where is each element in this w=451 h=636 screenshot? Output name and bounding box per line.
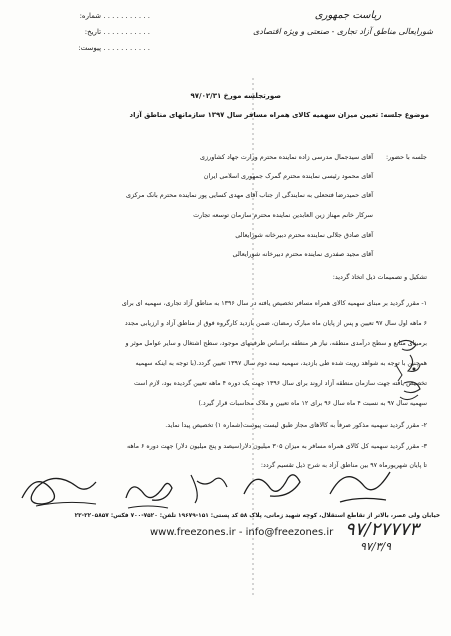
minutes-date: صورتجلسه مورخ ۹۷/۰۲/۳۱ — [190, 92, 281, 100]
signature-5 — [320, 458, 400, 513]
meta-date: . . . . . . . . . . . تاریخ: — [84, 28, 150, 36]
attendee-item: آقای سیدجمال مدرسی زاده نماینده محترم وزارت جهاد کشاورزی — [200, 153, 373, 161]
decision-line: ۱- مقرر گردید بر مبنای سهمیه کالای همراه مسافر تخصیص یافته در سال ۱۳۹۶ به مناطق آزاد تجاری، سهمیه ای برای — [121, 300, 427, 307]
footer-website: www.freezones.ir - info@freezones.ir — [150, 527, 334, 538]
signature-3 — [183, 465, 233, 510]
attendee-item: سرکار خانم مهناز زین العابدین نماینده محترم سازمان توسعه تجارت — [193, 211, 373, 219]
decision-line: برمبنای منابع و سطح درآمدی منطقه، نیاز هر منطقه براساس ظرفیتهای موجود، سطح اشتغال و سایر عوامل موثر و — [125, 340, 427, 347]
org-header — [253, 10, 433, 36]
registration-number: ۹۷/۲۷۷۷۳ — [345, 519, 419, 540]
decision-line: ۲- مقرر گردید سهمیه مذکور صرفاً به کالاهای مجاز طبق لیست پیوست(شماره ۱) تخصیص پیدا نماید. — [165, 422, 427, 429]
attendee-item: آقای مجید صفدری نماینده محترم دبیرخانه شورایعالی — [232, 250, 373, 258]
decision-line: ۶ ماهه اول سال ۹۷ تعیین و پس از پایان ماه مبارک رمضان، ضمن بازدید کارگروه فوق از مناطق آزاد و ارزیابی مجدد — [124, 320, 427, 327]
letter-meta — [60, 8, 150, 56]
decision-line: ۳- مقرر گردید سهمیه کل کالای همراه مسافر به میزان ۳۰۵ میلیون دلار(سیصد و پنج میلیون دلار) جهت دوره ۶ ماهه — [127, 443, 427, 450]
decision-line: سهمیه سال ۹۷ به نسبت ۴ ماه سال ۹۶ برای ۱۲ ماه تعیین و ملاک محاسبات قرار گیرد.) — [198, 400, 427, 407]
org-subtitle: شورایعالی مناطق آزاد تجاری - صنعتی و ویژه اقتصادی — [253, 27, 433, 36]
decision-line: همچنین با توجه به شواهد رویت شده طی بازدید، سهمیه نیمه دوم سال ۱۳۹۷ تعیین گردد.(با توجه به اینکه سهمیه — [135, 360, 427, 367]
attendee-item: آقای حمیدرضا فتحعلی به نمایندگی از جناب آقای مهدی کسایی پور نماینده محترم بانک مرکزی — [125, 191, 373, 199]
meta-attachment: . . . . . . . . . . . پیوست: — [78, 44, 150, 52]
attendee-item: آقای محمود رئیسی نماینده محترم گمرک جمهوری اسلامی ایران — [203, 172, 373, 180]
footer-address: خیابان ولی عصر، بالاتر از تقاطع استقلال، کوچه شهید زمانی، پلاک ۵۸ کد پستی: ۱۵۱-۱۹۶۷۹ تلفن: ۷۵۲۰-۷۰۰ فکس: ۲۲۰۵۸۵۷-۲۲ — [74, 513, 440, 519]
minutes-subject: موضوع جلسه: تعیین میزان سهمیه کالای همراه مسافر سال ۱۳۹۷ سازمانهای مناطق آزاد — [129, 111, 429, 119]
attendee-item: آقای صادق جلالی نماینده محترم دبیرخانه شورایعالی — [235, 231, 373, 239]
decision-line: تا پایان شهریورماه ۹۷ بین مناطق آزاد به شرح ذیل تقسیم گردد: — [260, 462, 427, 469]
registration-date: ۹۷/۳/۹ — [360, 540, 392, 553]
attendees-label: جلسه با حضور: — [385, 153, 427, 161]
meta-number: . . . . . . . . . . . شماره: — [79, 12, 150, 20]
decision-line: تخصیص یافته جهت سازمان منطقه آزاد اروند برای سال ۱۳۹۶ جهت یک دوره ۴ ماهه تعیین گردیده بود، لازم است — [134, 380, 427, 387]
signature-1 — [16, 458, 106, 518]
org-title: ریاست جمهوری — [314, 10, 382, 21]
handwritten-margin-note — [390, 335, 430, 415]
decisions-intro: تشکیل و تصمیمات ذیل اتخاذ گردید: — [332, 273, 427, 281]
signature-2 — [118, 468, 178, 518]
signature-4 — [238, 462, 308, 512]
